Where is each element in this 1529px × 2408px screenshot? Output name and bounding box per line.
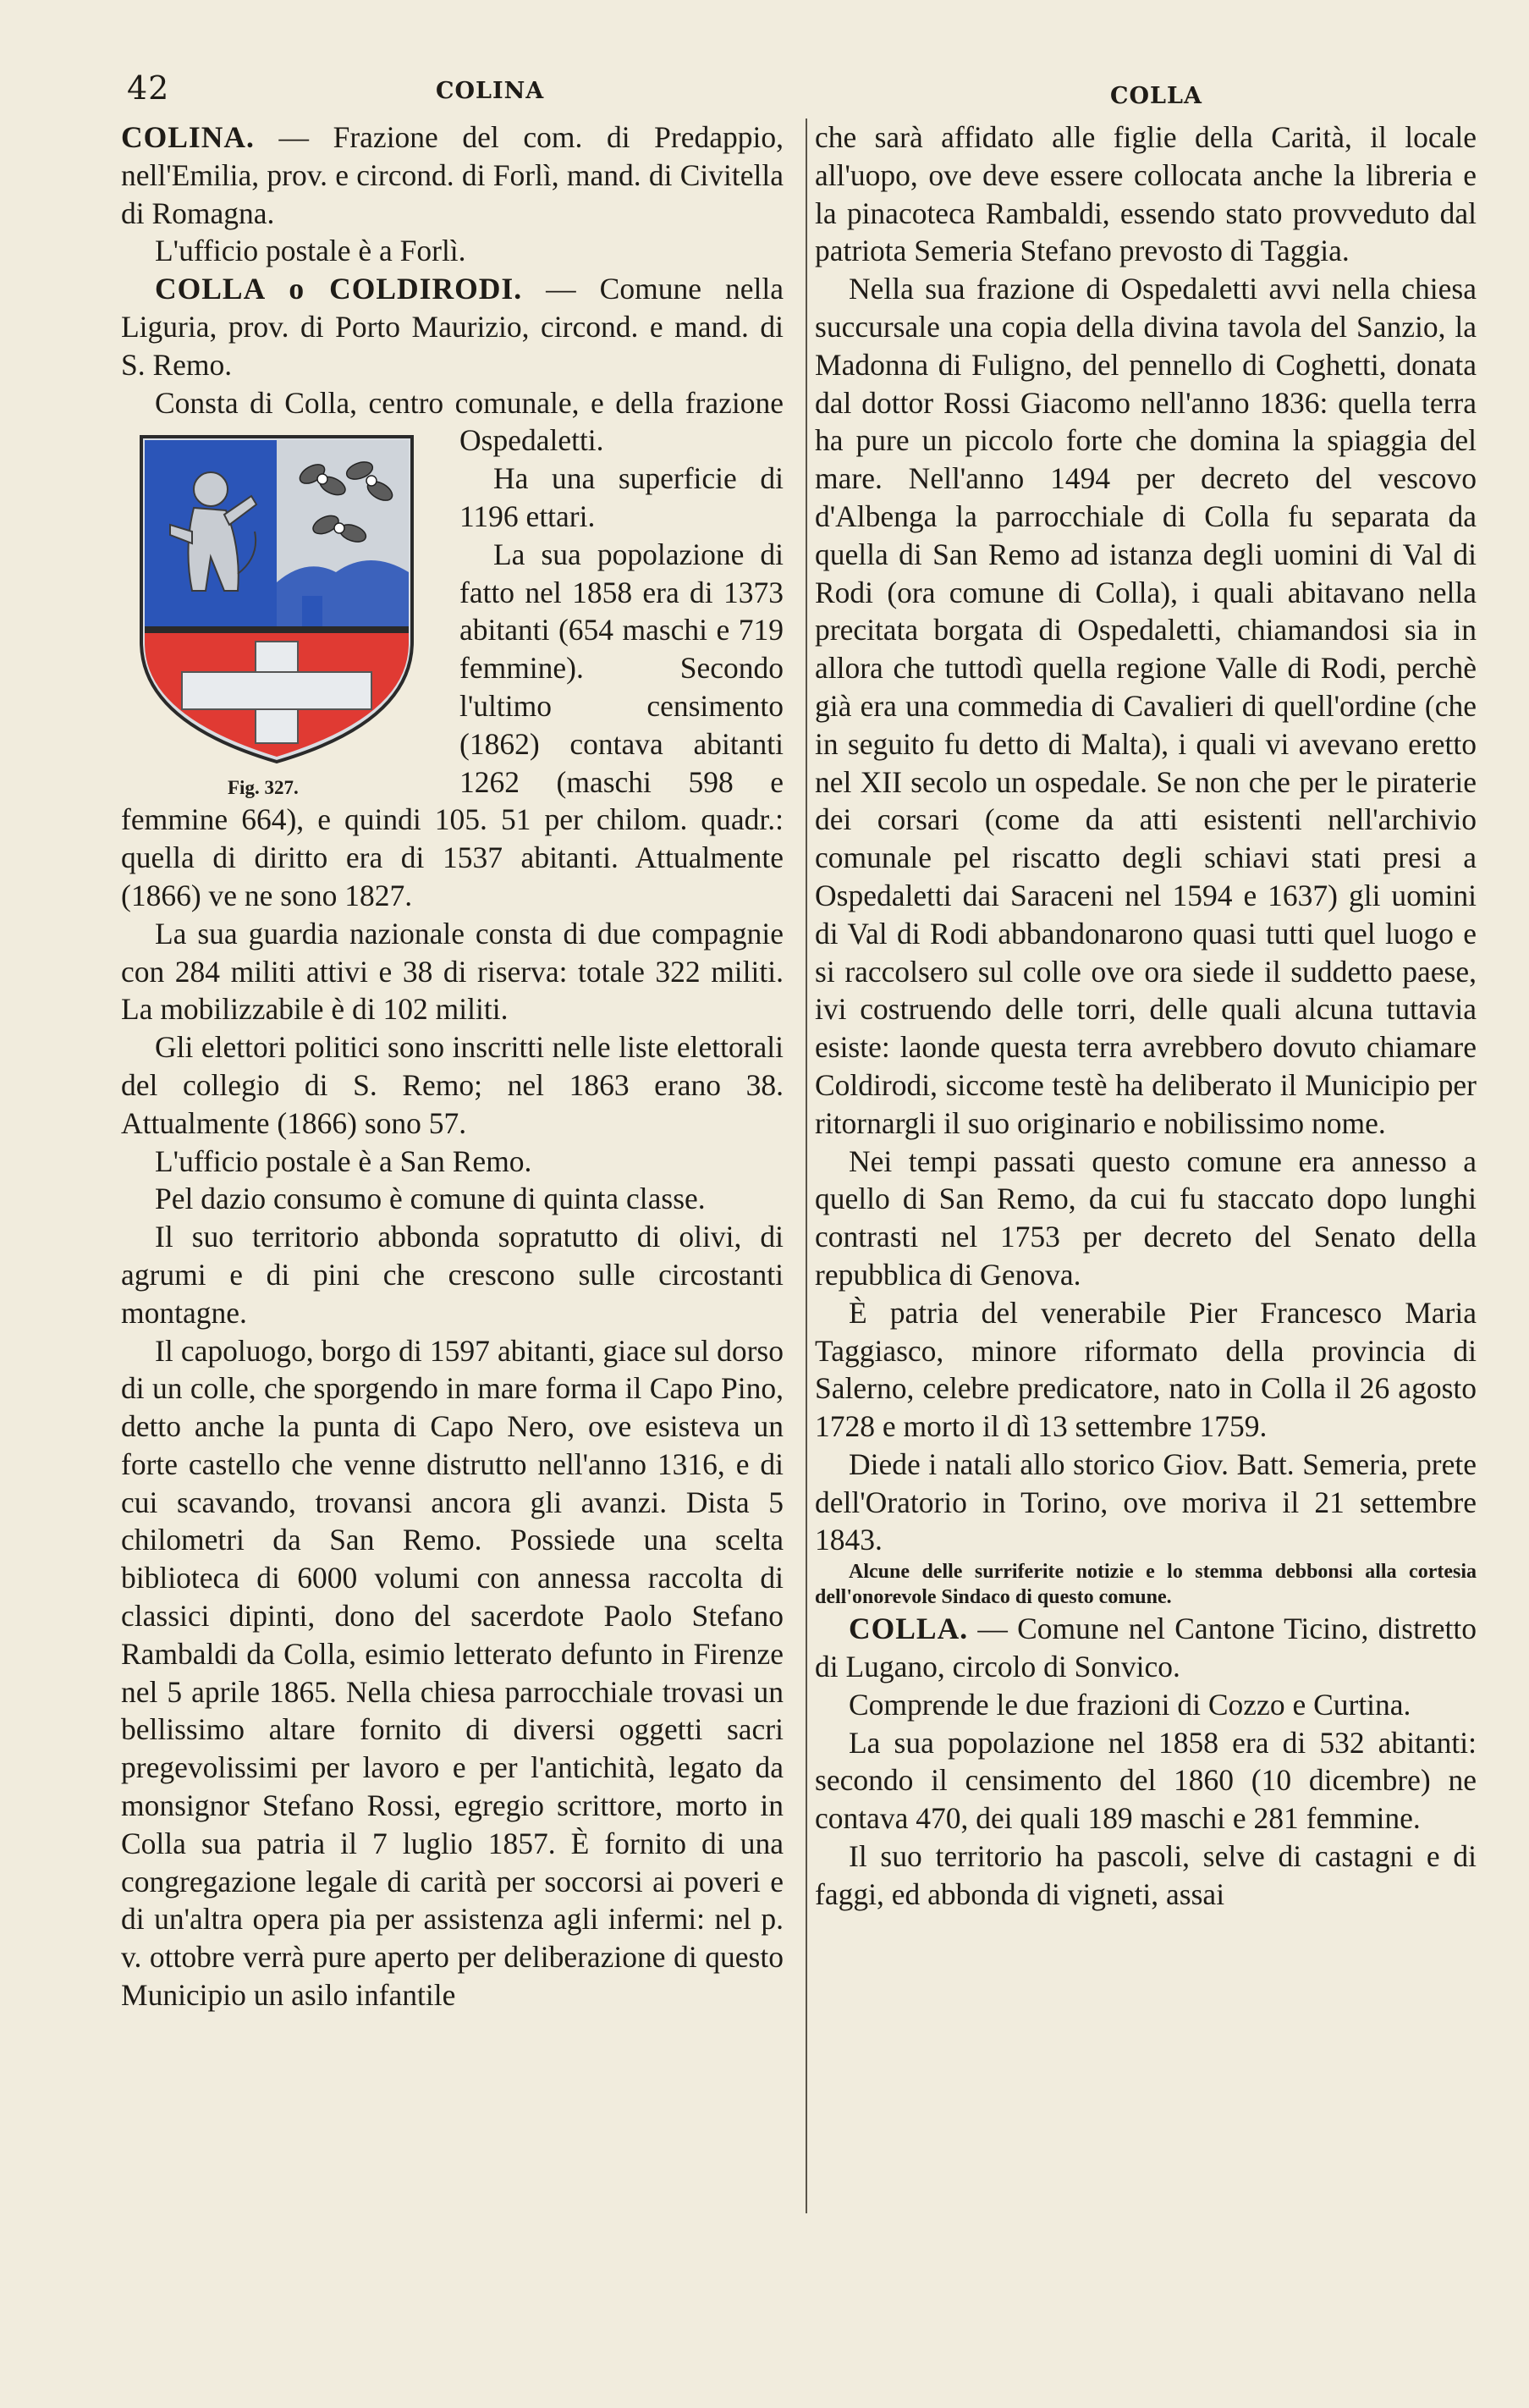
paragraph: Nei tempi passati questo comune era annesso a quello di San Remo, da cui fu staccato dopo lunghi contrasti nel 1753 per decreto del Senato della repubblica di Genova. [815,1143,1477,1292]
paragraph: Pel dazio consumo è comune di quinta classe. [155,1182,706,1216]
paragraph: che sarà affidato alle figlie della Carità, il locale all'uopo, ove deve essere collocata anche la libreria e la pinacoteca Rambaldi, essendo stato provveduto dal patriota Semeria Stefano prevosto di Taggia. [815,120,1477,268]
paragraph: Nella sua frazione di Ospedaletti avvi nella chiesa succursale una copia della divina tavola del Sanzio, la Madonna di Fuligno, del pennello di Coghetti, donata dal dottor Rossi Giacomo nell'anno 1836: quella terra ha pure un piccolo forte che domina la spiaggia del mare. Nell'anno 1494 per decreto del vescovo d'Albenga la parrocchiale di Colla fu separata da quella di San Remo ad istanza degli uomini di Val di Rodi (ora comune di Colla), i quali abitavano nella precitata borgata di Ospedaletti, chiamandosi sia in allora che tuttodì quella regione Valle di Rodi, perchè già era una commedia di Cavalieri di quell'ordine (che in seguito fu detto di Malta), i quali vi avevano eretto nel XII secolo un ospedale. Se non che per le piraterie dei corsari (come da atti esistenti nell'archivio comunale pel riscatto degli schiavi stati presi a Ospedaletti dai Saraceni nel 1594 e 1637) gli uomini di Val di Rodi abbandonarono quasi tutti quel luogo e si raccolsero sul colle ove ora siede il suddetto paese, ivi costruendo delle torri, delle quali alcuna tuttavia esiste: laonde questa terra avrebbero dovuto chiamare Coldirodi, siccome testè ha deliberato il Municipio per ritornargli il suo originario e nobilissimo nome. [815,272,1477,1140]
figure-327 [121,384,453,801]
paragraph: Diede i natali allo storico Giov. Batt. Semeria, prete dell'Oratorio in Torino, ove moriva il 21 settembre 1843. [815,1446,1477,1557]
entry-colla-coldirodi [121,270,784,383]
running-head-left: COLINA [436,78,545,104]
entry-colina [121,118,784,232]
paragraph: Il suo territorio ha pascoli, selve di castagni e di faggi, ed abbonda di vigneti, assai [815,1839,1477,1911]
entry-text: — Comune nella Liguria, prov. di Porto Maurizio, circond. e mand. di S. Remo. [121,272,784,382]
paragraph: L'ufficio postale è a Forlì. [155,234,466,268]
running-head-right: COLLA [1110,83,1202,109]
entry-headword: COLINA. [121,120,255,154]
paragraph: La sua popolazione nel 1858 era di 532 abitanti: secondo il censimento del 1860 (10 dicembre) ne contava 470, dei quali 189 maschi e 281 femmine. [815,1725,1477,1836]
paragraph: È patria del venerabile Pier Francesco Maria Taggiasco, minore riformato della provincia di Salerno, celebre predicatore, nato in Colla il 26 agosto 1728 e morto il dì 13 settembre 1759. [815,1295,1477,1444]
paragraph: La sua guardia nazionale consta di due compagnie con 284 militi attivi e 38 di riserva: totale 322 militi. La mobilizzabile è di 102 militi. [121,916,784,1027]
paragraph: Gli elettori politici sono inscritti nelle liste elettorali del collegio di S. Remo; nel 1863 erano 38. Attualmente (1866) sono 57. [121,1030,784,1140]
entry-text: — Comune nel Cantone Ticino, distretto di Lugano, circolo di Sonvico. [815,1612,1477,1684]
column-divider [806,118,807,2213]
entry-text: — Frazione del com. di Predappio, nell'Emilia, prov. e circond. di Forlì, mand. di Civitella di Romagna. [121,120,784,230]
paragraph: Ha una superficie di 1196 ettari. [459,461,784,533]
right-column [815,118,1477,1914]
entry-headword: COLLA o COLDIRODI. [155,272,523,306]
footnote: Alcune delle surriferite notizie e lo stemma debbonsi alla cortesia dell'onorevole Sindaco di questo comune. [815,1561,1477,1609]
paragraph: Il suo territorio abbonda sopratutto di olivi, di agrumi e di pini che crescono sulle circostanti montagne. [121,1220,784,1330]
entry-headword: COLLA. [849,1612,969,1646]
page-number: 42 [127,69,170,107]
paragraph: La sua popolazione di fatto nel 1858 era di 1373 abitanti (654 maschi e 719 femmine). Secondo l'ultimo censimento (1862) contava abitanti 1262 (maschi 598 e femmine 664), e quindi 105. 51 per chilom. quadr.: quella di diritto era di 1537 abitanti. Attualmente (1866) ve ne sono 1827. [121,537,784,912]
paragraph: L'ufficio postale è a San Remo. [155,1143,532,1178]
figure-caption: Fig. 327. [228,776,299,798]
coat-of-arms-image [133,430,421,769]
left-column [121,118,784,2014]
paragraph: Comprende le due frazioni di Cozzo e Curtina. [849,1687,1411,1722]
paragraph: Il capoluogo, borgo di 1597 abitanti, giace sul dorso di un colle, che sporgendo in mare forma il Capo Pino, detto anche la punta di Capo Nero, ove esisteva un forte castello che venne distrutto nell'anno 1316, e di cui scavando, trovansi ancora gli avanzi. Dista 5 chilometri da San Remo. Possiede una scelta biblioteca di 6000 volumi con annessa raccolta di classici dipinti, dono del sacerdote Paolo Stefano Rambaldi da Colla, esimio letterato defunto in Firenze nel 5 aprile 1865. Nella chiesa parrocchiale trovasi un bellissimo altare fornito di diversi oggetti sacri pregevolissimi per lavoro e per l'antichità, legato da monsignor Stefano Rossi, egregio scrittore, morto in Colla sua patria il 7 luglio 1857. È fornito di una congregazione legale di carità per soccorsi ai poveri e di un'altra opera pia per assistenza agli infermi: nel p. v. ottobre verrà pure aperto per deliberazione di questo Municipio un asilo infantile [121,1333,784,2013]
paragraph: Consta di Colla, centro comunale, e della frazione Ospedaletti. [155,385,784,458]
entry-colla-ticino [815,1610,1477,1686]
